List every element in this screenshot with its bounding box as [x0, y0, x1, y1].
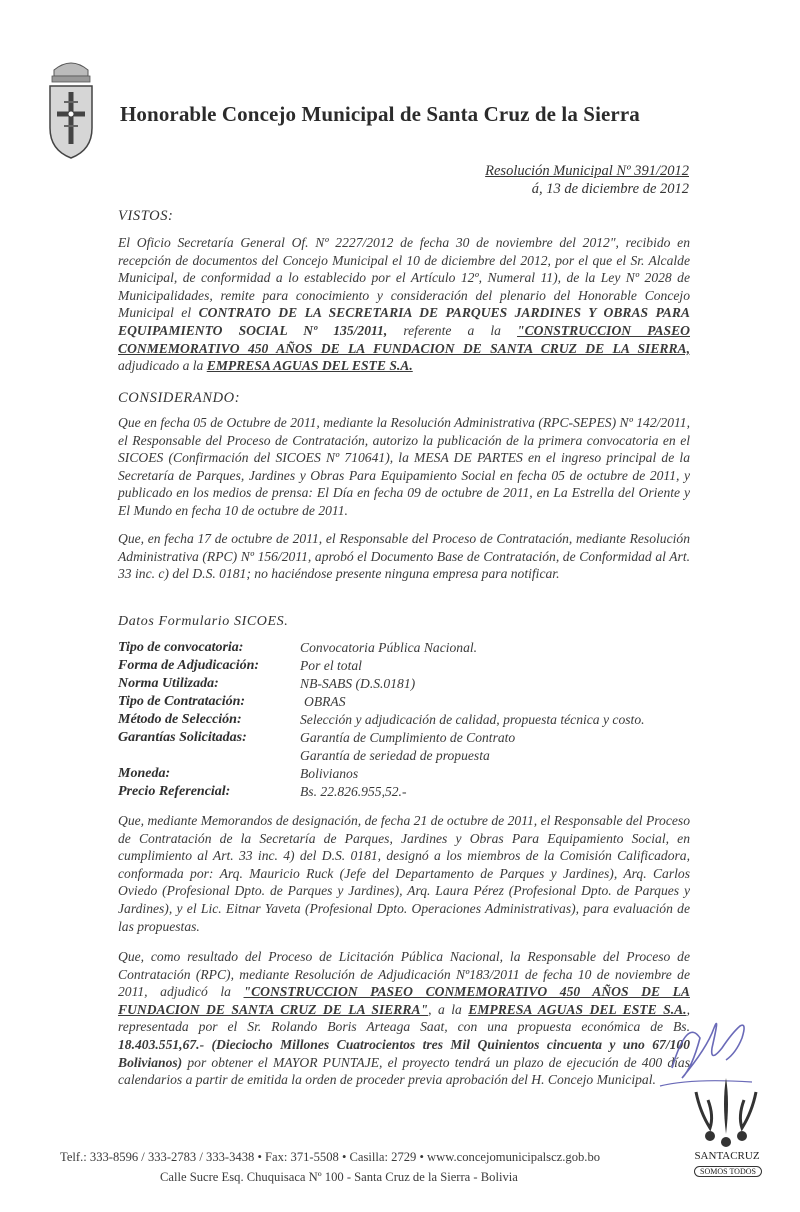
form-heading: Datos Formulario SICOES. — [118, 614, 289, 629]
considerando-paragraph-1: Que en fecha 05 de Octubre de 2011, mediante la Resolución Administrativa (RPC-SEPES) Nº 142/2011, el Responsable del Proceso de Contratación, autorizo la publicación de la primera convocatoria en el SICOES (Confirmación del SICOES Nº 710641), la MESA DE PARTES en el ingreso principal de la Secretaría de Parques, Jardines y Obras Para Equipamiento Social en fecha 05 de octubre de 2011, y publicado en los medios de prensa: El Día en fecha 09 de octubre de 2011, en La Estrella del Oriente y El Mundo en fecha 10 de octubre de 2011. — [118, 415, 690, 518]
vistos-text-1: El Oficio Secretaría General Of. Nº 2227/2012 de fecha 30 de noviembre del 2012", recibido en recepción de documentos del Concejo Municipal el 10 de diciembre del 2012, por el que el Sr. Alcalde Municipal, de conformidad a lo establecido por el Artículo 12º, Numeral 11), de la Ley Nº 2028 de Municipalidades, remite para conocimiento y consideración del plenario del Honorable Concejo Municipal el — [118, 235, 690, 321]
adjudication-company: EMPRESA AGUAS DEL ESTE S.A. — [468, 1001, 687, 1017]
project-name: "CONSTRUCCION PASEO CONMEMORATIVO 450 AÑOS DE LA FUNDACION DE SANTA CRUZ DE LA SIERRA, — [118, 322, 690, 356]
form-label: Tipo de Contratación: — [118, 694, 246, 709]
contract-name: CONTRATO DE LA SECRETARIA DE PARQUES JARDINES Y OBRAS PARA EQUIPAMIENTO SOCIAL Nº 135/2011, — [118, 305, 690, 338]
header-title: Honorable Concejo Municipal de Santa Cruz de la Sierra — [120, 102, 640, 126]
adjudication-amount: 18.403.551,67.- (Dieciocho Millones Cuatrocientos tres Mil Quinientos cincuenta y uno 67/100 Bolivianos) — [118, 1036, 690, 1070]
form-value: Por el total — [300, 658, 362, 673]
designation-paragraph: Que, mediante Memorandos de designación, de fecha 21 de octubre de 2011, el Responsable del Proceso de Contratación de la Secretaría de Parques, Jardines y Obras Para Equipamiento Social, en cumplimiento al Art. 33 inc. 4) del D.S. 0181, designó a los miembros de la Comisión Calificadora, conformada por: Arq. Mauricio Ruck (Jefe del Departamento de Parques y Jardines), Arq. Carlos Oviedo (Profesional Dpto. de Parques y Jardines), Arq. Laura Pérez (Profesional Dpto. de Parques y Jardines), y el Lic. Eitnar Yaveta (Profesional Dpto. Operaciones Administrativas), para evaluación de las propuestas. — [118, 813, 690, 934]
form-value: Garantía de Cumplimiento de Contrato — [300, 730, 516, 745]
footer-contact: Telf.: 333-8596 / 333-2783 / 333-3438 • Fax: 371-5508 • Casilla: 2729 • www.concejomunicipalscz.gob.bo — [60, 1150, 601, 1164]
adjudication-paragraph — [118, 948, 690, 1089]
form-value: Selección y adjudicación de calidad, propuesta técnica y costo. — [300, 712, 645, 727]
company-name: EMPRESA AGUAS DEL ESTE S.A. — [206, 358, 413, 374]
adjudication-text-1: Que, como resultado del Proceso de Licitación Pública Nacional, la Responsable del Proceso de Contratación (RPC), mediante Resolución de Adjudicación Nº183/2011 de fecha 10 de noviembre de 2011, adjudicó la — [118, 949, 690, 1000]
considerando-paragraph-2: Que, en fecha 17 de octubre de 2011, el Responsable del Proceso de Contratación, mediante Resolución Administrativa (RPC) Nº 156/2011, aprobó el Documento Base de Contratación, de Conformidad al Art. 33 inc. c) del D.S. 0181; no haciéndose presente ninguna empresa para notificar. — [118, 531, 690, 582]
vistos-paragraph — [118, 234, 690, 375]
form-value: Garantía de seriedad de propuesta — [300, 748, 490, 763]
vistos-text-3: adjudicado a la — [118, 358, 204, 374]
logo-name: SANTACRUZ — [694, 1150, 760, 1162]
form-value: NB-SABS (D.S.0181) — [300, 676, 416, 691]
form-value: Bs. 22.826.955,52.- — [300, 784, 407, 799]
adjudication-project: "CONSTRUCCION PASEO CONMEMORATIVO 450 AÑOS DE LA FUNDACION DE SANTA CRUZ DE LA SIERRA" — [118, 984, 690, 1017]
form-value: Bolivianos — [300, 766, 359, 781]
footer-address: Calle Sucre Esq. Chuquisaca Nº 100 - Santa Cruz de la Sierra - Bolivia — [160, 1170, 518, 1184]
form-value: Convocatoria Pública Nacional. — [300, 640, 478, 655]
adjudication-text-2: , a la — [428, 1001, 462, 1017]
form-label: Precio Referencial: — [118, 784, 231, 799]
vistos-text-2: referente a la — [403, 322, 501, 338]
adjudication-text-4: por obtener el MAYOR PUNTAJE, el proyecto tendrá un plazo de ejecución de 400 días calendarios a partir de emitida la orden de proceder previa aprobación del H. Concejo Municipal. — [118, 1054, 690, 1088]
form-label: Método de Selección: — [118, 712, 242, 727]
form-label: Garantías Solicitadas: — [118, 730, 247, 745]
form-value: OBRAS — [304, 694, 346, 709]
form-label: Norma Utilizada: — [118, 676, 219, 691]
coat-of-arms-icon — [44, 58, 98, 162]
resolution-date: á, 13 de diciembre de 2012 — [531, 181, 689, 197]
resolution-block — [485, 162, 689, 198]
form-label: Tipo de convocatoria: — [118, 640, 244, 655]
form-label: Forma de Adjudicación: — [118, 658, 260, 673]
vistos-heading: VISTOS: — [118, 208, 174, 224]
form-label: Moneda: — [118, 766, 171, 781]
resolution-title: Resolución Municipal Nº 391/2012 — [485, 163, 689, 179]
adjudication-text-3: , representada por el Sr. Rolando Boris Arteaga Saat, con una propuesta económica de Bs. — [118, 1001, 690, 1035]
logo-tagline: SOMOS TODOS — [694, 1166, 762, 1177]
considerando-heading: CONSIDERANDO: — [118, 390, 241, 406]
